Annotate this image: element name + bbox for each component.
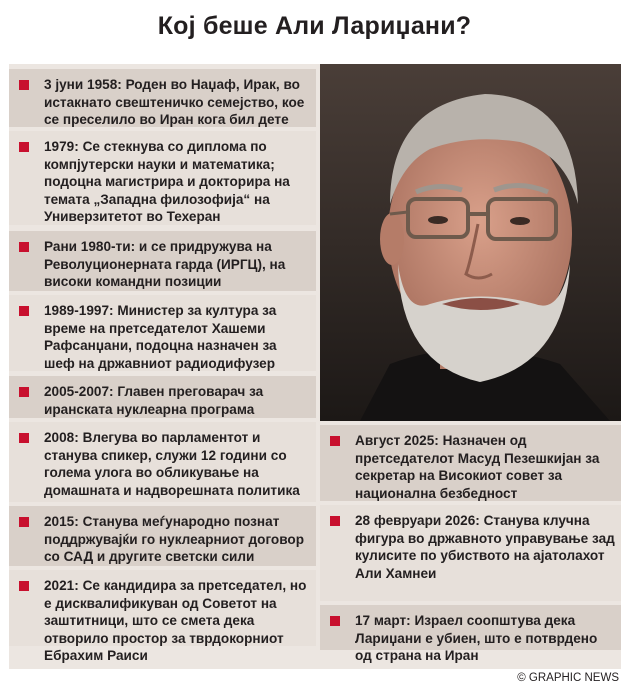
entry-text: Се кандидира за претседател, но е дисквалификуван од Советот на заштитници, што се смета дека отворило простор за тврдокорниот Ебрахим Раиси [44, 578, 307, 663]
entry-text: Роден во Наџаф, Ирак, во истакнато свештеничко семејство, кое се преселило во Иран кога бил дете [44, 77, 305, 127]
bullet-icon [330, 516, 340, 526]
timeline-entry [9, 295, 316, 371]
entry-text: Назначен од претседателот Масуд Пезешкијан за секретар на Високиот совет за национална безбедност [355, 433, 600, 501]
timeline-entry [9, 422, 316, 502]
bullet-icon [19, 80, 29, 90]
credit-line: © GRAPHIC NEWS [517, 672, 619, 684]
entry-text: Влегува во парламентот и станува спикер, служи 12 години со голема улога во обликување на домашната и надворешната политика [44, 430, 300, 498]
entry-text: Министер за култура за време на претседателот Хашеми Рафсанџани, подоцна назначен за шеф на државниот радиодифузер [44, 303, 277, 371]
entry-date: 1979: [44, 139, 79, 154]
bullet-icon [19, 242, 29, 252]
entry-text: Главен преговарач за иранската нуклеарна програма [44, 384, 264, 417]
entry-text: Се стекнува со диплома по компјутерски науки и математика; подоцна магистрира и докторира на темата „Западна филозофија“ на Универзитетот во Техеран [44, 139, 290, 224]
entry-date: 17 март: [355, 613, 411, 628]
entry-date: 2021: [44, 578, 79, 593]
bullet-icon [19, 387, 29, 397]
entry-date: 1989-1997: [44, 303, 114, 318]
entry-date: Август 2025: [355, 433, 439, 448]
bullet-icon [330, 616, 340, 626]
entry-date: 2008: [44, 430, 79, 445]
timeline-entry [9, 69, 316, 127]
bullet-icon [19, 433, 29, 443]
entry-date: 28 февруари 2026: [355, 513, 480, 528]
entry-text: Станува клучна фигура во државното управување зад кулисите по убиството на ајатолахот Али Хамнеи [355, 513, 615, 581]
entry-text: Станува меѓународно познат поддржувајќи го нуклеарниот договор со САД и другите светски сили [44, 514, 305, 564]
timeline-entry [9, 376, 316, 418]
entry-text: Израел соопштува дека Лариџани е убиен, што е потврдено од страна на Иран [355, 613, 598, 663]
page-title: Кој беше Али Лариџани? [157, 12, 472, 40]
bullet-icon [19, 517, 29, 527]
timeline-entry [9, 570, 316, 663]
bullet-icon [330, 436, 340, 446]
timeline-entry [9, 131, 316, 225]
entry-date: 2005-2007: [44, 384, 114, 399]
timeline-entry [320, 425, 621, 501]
entry-date: 3 јуни 1958: [44, 77, 122, 92]
entry-text: и се придружува на Револуционерната гарда (ИРГЦ), на високи командни позиции [44, 239, 286, 289]
bullet-icon [19, 306, 29, 316]
entry-date: Рани 1980-ти: [44, 239, 136, 254]
timeline-entry [9, 506, 316, 566]
portrait-illustration [320, 64, 621, 421]
entry-date: 2015: [44, 514, 79, 529]
timeline-entry [320, 605, 621, 663]
timeline-entry [320, 505, 621, 601]
portrait-photo [320, 64, 621, 421]
bullet-icon [19, 581, 29, 591]
timeline-entry [9, 231, 316, 291]
bullet-icon [19, 142, 29, 152]
